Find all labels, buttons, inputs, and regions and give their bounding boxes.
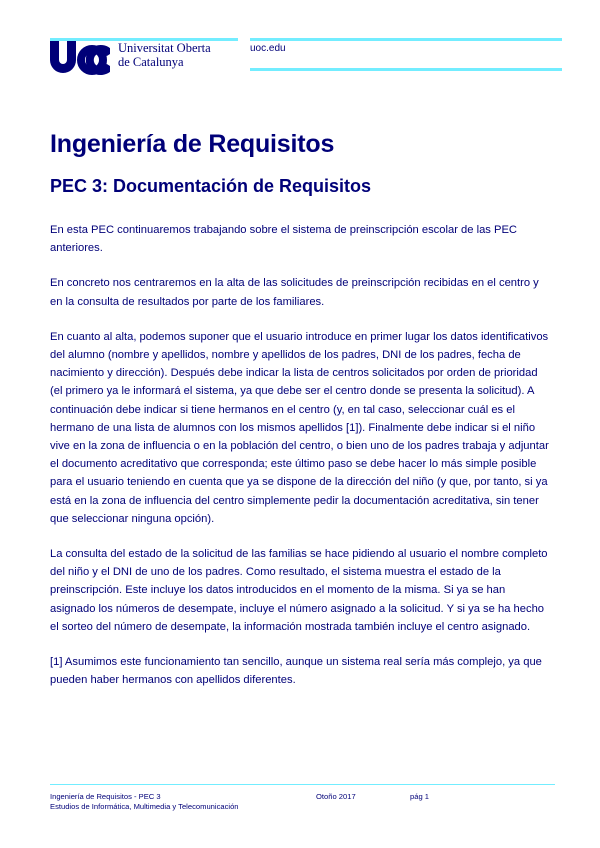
page-footer xyxy=(0,780,600,820)
document-subtitle: PEC 3: Documentación de Requisitos xyxy=(50,176,372,196)
header-rule-lower xyxy=(250,68,562,71)
institution-line-2: de Catalunya xyxy=(118,55,184,69)
uoc-logo xyxy=(50,40,110,76)
footer-studies: Estudios de Informática, Multimedia y Telecomunicación xyxy=(50,802,239,811)
paragraph-alta: En cuanto al alta, podemos suponer que el usuario introduce en primer lugar los datos identificativos del alumno (nombre y apellidos, nombre y apellidos de los padres, DNI de los padres, fecha de nacimiento y dirección). Después debe indicar la lista de centros solicitados por orden de prioridad (el primero ya le informará el sistema, ya que debe ser el centro donde se presenta la solicitud). A continuación debe indicar si tiene hermanos en el centro (y, en tal caso, seleccionar cuál es el hermano de una lista de alumnos con los mismos apellidos [1]). Finalmente debe indicar si el niño vive en la zona de influencia o en la población del centro, o bien uno de los padres trabaja y adjuntar el documento acreditativo que corresponda; este último paso se debe hacer lo más simple posible para el usuario teniendo en cuenta que ya se dispone de la dirección del niño (y que, por tanto, si ya está en la zona de influencia del centro simplemente pedir la documentación acreditativa, sin tener que seleccionar ninguna opción). xyxy=(50,330,549,525)
header-rule-left xyxy=(50,38,238,41)
page-header xyxy=(0,0,600,90)
document-body xyxy=(50,221,553,706)
footer-semester: Otoño 2017 xyxy=(316,792,356,801)
footer-course: Ingeniería de Requisitos - PEC 3 xyxy=(50,792,161,801)
footer-page-number: pág 1 xyxy=(410,792,430,801)
institution-name xyxy=(118,41,211,69)
document-title: Ingeniería de Requisitos xyxy=(50,130,335,158)
institution-line-1: Universitat Oberta xyxy=(118,41,211,55)
header-rule-right xyxy=(250,38,562,41)
paragraph-intro: En esta PEC continuaremos trabajando sobre el sistema de preinscripción escolar de las PEC anteriores. xyxy=(50,224,518,255)
paragraph-focus: En concreto nos centraremos en la alta de las solicitudes de preinscripción recibidas en el centro y en la consulta de resultados por parte de los familiares. xyxy=(50,277,539,308)
footnote-1: [1] Asumimos este funcionamiento tan sencillo, aunque un sistema real sería más complejo, ya que pueden haber hermanos con apellidos diferentes. xyxy=(50,656,542,687)
header-url[interactable]: uoc.edu xyxy=(250,43,286,54)
paragraph-consulta: La consulta del estado de la solicitud de las familias se hace pidiendo al usuario el nombre completo del niño y el DNI de uno de los padres. Como resultado, el sistema muestra el estado de la preinscripción. Este incluye los datos introducidos en el momento de la misma. Si ya se han asignado los números de desempate, incluye el número asignado a la solicitud. Y si ya se ha hecho el sorteo del número de desempate, la información mostrada también incluye el centro asignado. xyxy=(50,548,548,633)
